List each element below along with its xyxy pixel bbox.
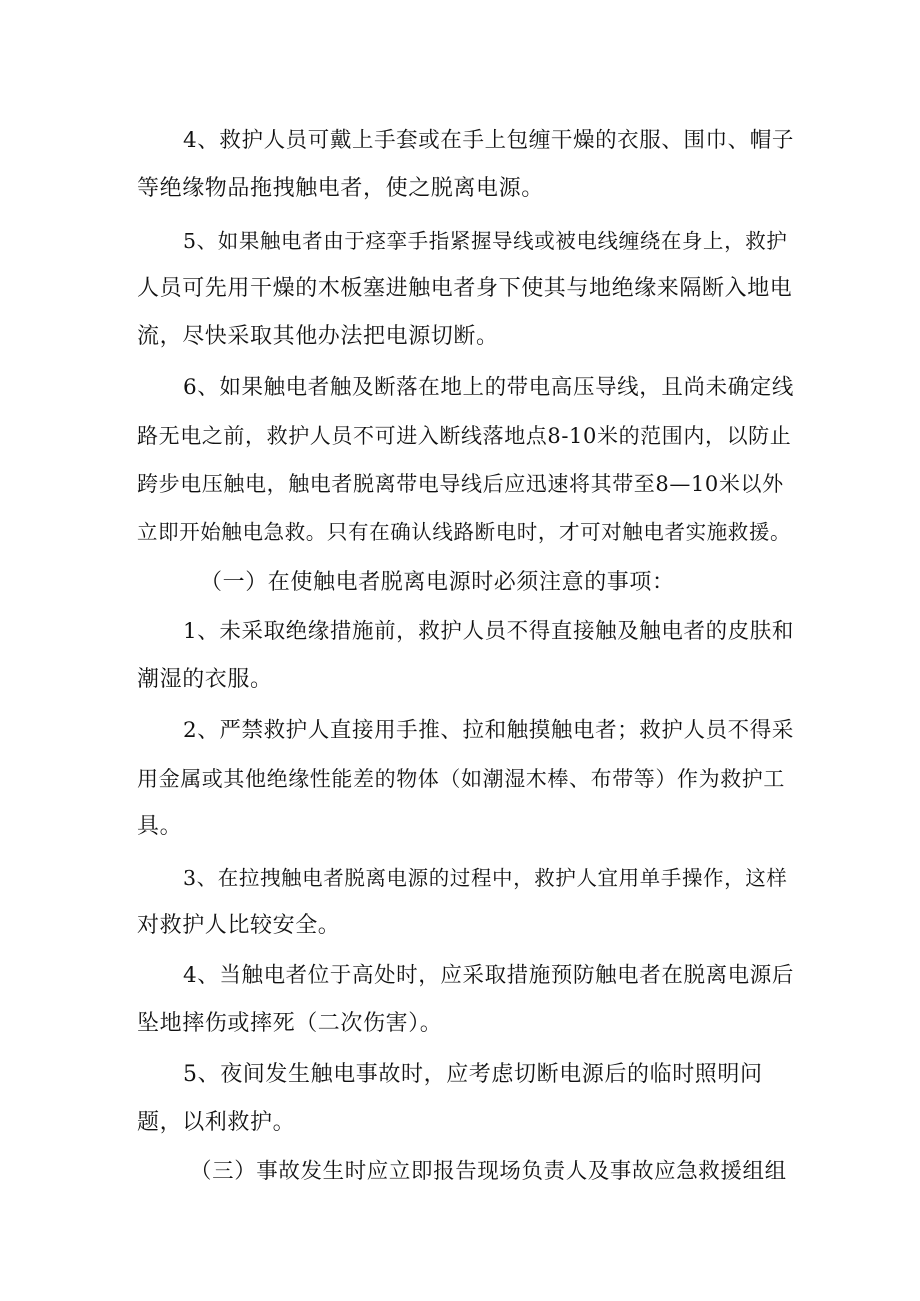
text-line: 坠地摔伤或摔死（二次伤害）。 <box>137 1011 443 1036</box>
text-line: 4、救护人员可戴上手套或在手上包缠干燥的衣服、围巾、帽子 <box>183 128 794 153</box>
text-line: 2、严禁救护人直接用手推、拉和触摸触电者；救护人员不得采 <box>183 718 794 743</box>
text-line: 用金属或其他绝缘性能差的物体（如潮湿木棒、布带等）作为救护工 <box>137 767 785 791</box>
text-line: 1、未采取绝缘措施前，救护人员不得直接触及触电者的皮肤和 <box>183 619 794 644</box>
text-line: 人员可先用干燥的木板塞进触电者身下使其与地绝缘来隔断入地电 <box>137 276 793 301</box>
text-line: 题，以利救护。 <box>137 1110 296 1135</box>
text-line: 6、如果触电者触及断落在地上的带电高压导线，且尚未确定线 <box>183 375 794 400</box>
text-line: 立即开始触电急救。只有在确认线路断电时，才可对触电者实施救援。 <box>137 520 792 544</box>
text-line: 流，尽快采取其他办法把电源切断。 <box>137 324 499 349</box>
text-line: 3、在拉拽触电者脱离电源的过程中，救护人宜用单手操作，这样 <box>183 866 788 890</box>
text-line: 潮湿的衣服。 <box>137 667 273 692</box>
text-line: 路无电之前，救护人员不可进入断线落地点8-10米的范围内，以防止 <box>137 424 792 448</box>
text-line: 4、当触电者位于高处时，应采取措施预防触电者在脱离电源后 <box>183 963 794 988</box>
section-heading: （一）在使触电者脱离电源时必须注意的事项： <box>200 570 675 595</box>
text-line: 5、夜间发生触电事故时，应考虑切断电源后的临时照明问 <box>183 1062 763 1087</box>
text-line: 跨步电压触电，触电者脱离带电导线后应迅速将其带至8—10米以外 <box>137 472 784 496</box>
section-heading: （三）事故发生时应立即报告现场负责人及事故应急救援组组 <box>190 1159 787 1184</box>
text-line: 5、如果触电者由于痉挛手指紧握导线或被电线缠绕在身上，救护 <box>183 229 788 253</box>
text-line: 等绝缘物品拖拽触电者，使之脱离电源。 <box>137 176 544 201</box>
text-line: 对救护人比较安全。 <box>137 913 341 938</box>
text-line: 具。 <box>137 814 183 839</box>
